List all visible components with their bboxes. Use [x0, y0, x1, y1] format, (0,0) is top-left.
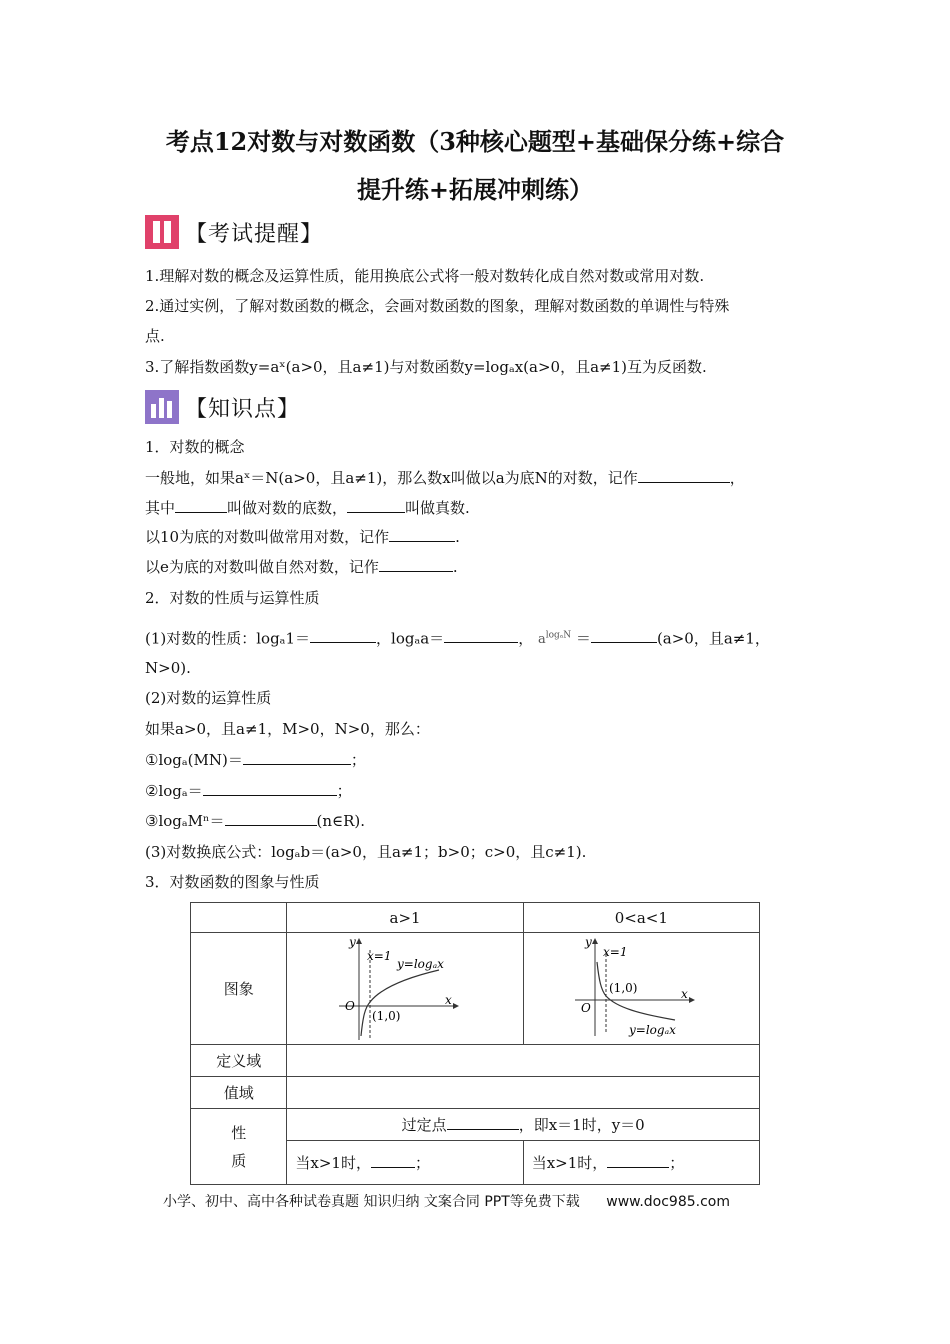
log-function-table [190, 902, 760, 1185]
row-label-domain: 定义域 [191, 1045, 287, 1077]
bar-chart-icon [145, 390, 179, 424]
table-row [191, 1045, 760, 1077]
properties-line-1: (1)对数的性质：logₐ1＝ ，logₐa＝ ， $a^{log_aN} = (a>0$，且a≠1， [145, 629, 770, 648]
header-a-lt-1: 0<a<1 [523, 903, 759, 933]
exam-reminder-header [145, 213, 323, 251]
properties-title: 2．对数的性质与运算性质 [145, 589, 320, 607]
curve-label: y=logₐx [629, 1022, 677, 1037]
axis-x-label: x [445, 992, 452, 1007]
page-title-line1: 考点12对数与对数函数（3种核心题型+基础保分练+综合 [165, 127, 785, 156]
footer [163, 1191, 730, 1211]
table-row [191, 903, 760, 933]
exam-item-1: 1.理解对数的概念及运算性质，能用换底公式将一般对数转化成自然对数或常用对数. [145, 267, 705, 285]
row-label-properties: 性 质 [191, 1109, 287, 1185]
page-title-line2: 提升练+拓展冲刺练） [356, 175, 594, 204]
pause-bars-icon [145, 215, 179, 249]
operation-rule-3: ③logₐMⁿ＝ (n∈R). [145, 812, 366, 830]
concept-line-3: 以10为底的对数叫做常用对数，记作 . [145, 528, 460, 546]
origin-label: O [345, 998, 355, 1013]
concept-line-2: 其中 叫做对数的底数， 叫做真数. [145, 499, 470, 517]
origin-label: O [581, 1000, 592, 1015]
x-equals-1-label: x=1 [367, 948, 392, 963]
graph-section-title: 3．对数函数的图象与性质 [145, 873, 320, 891]
exam-item-2-cont: 点. [145, 327, 165, 345]
curve-label: y=logₐx [397, 956, 444, 971]
header-a-gt-1: a>1 [287, 903, 523, 933]
operation-rule-1: ①logₐ(MN)＝ ； [145, 751, 366, 769]
concept-line-4: 以e为底的对数叫做自然对数，记作 . [145, 558, 458, 576]
table-row [191, 1077, 760, 1109]
row-label-range: 值域 [191, 1077, 287, 1109]
axis-y-label: y [349, 935, 356, 949]
exam-item-3: 3.了解指数函数y=aˣ(a>0，且a≠1)与对数函数y=logₐx(a>0，且a≠1)互为反函数. [145, 358, 707, 376]
exam-reminder-heading: 【考试提醒】 [185, 221, 324, 247]
operation-condition: 如果a>0，且a≠1，M>0，N>0，那么： [145, 720, 430, 738]
knowledge-heading: 【知识点】 [185, 396, 301, 422]
table-row [191, 933, 760, 1045]
table-row [191, 1109, 760, 1141]
exam-item-2: 2.通过实例，了解对数函数的概念，会画对数函数的图象，理解对数函数的单调性与特殊 [145, 297, 730, 315]
change-of-base: (3)对数换底公式：logₐb＝(a>0，且a≠1；b>0；c>0，且c≠1). [145, 843, 587, 861]
point-label: (1,0) [372, 1008, 401, 1023]
axis-y-label: y [585, 935, 593, 949]
graph-a-lt-1 [523, 933, 759, 1045]
footer-url[interactable]: www.doc985.com [606, 1194, 730, 1210]
monotonic-a-lt-1: 当x>1时， ； [523, 1141, 759, 1185]
axis-x-label: x [681, 986, 689, 1001]
point-label: (1,0) [609, 980, 638, 995]
fixed-point-cell: 过定点 ，即x＝1时，y＝0 [287, 1109, 760, 1141]
footer-text: 小学、初中、高中各种试卷真题 知识归纳 文案合同 PPT等免费下载 [163, 1194, 580, 1210]
operation-rule-2: ②logₐ＝ ； [145, 782, 352, 800]
monotonic-a-gt-1: 当x>1时， ； [287, 1141, 523, 1185]
x-equals-1-label: x=1 [603, 944, 628, 959]
operation-title: (2)对数的运算性质 [145, 689, 272, 707]
graph-a-gt-1 [287, 933, 523, 1045]
concept-title: 1．对数的概念 [145, 438, 245, 456]
properties-line-1-cont: N>0). [145, 659, 191, 677]
row-label-graph: 图象 [191, 933, 287, 1045]
concept-line-1: 一般地，如果aˣ＝N(a>0，且a≠1)，那么数x叫做以a为底N的对数，记作 ， [145, 469, 745, 487]
knowledge-header [145, 388, 300, 426]
